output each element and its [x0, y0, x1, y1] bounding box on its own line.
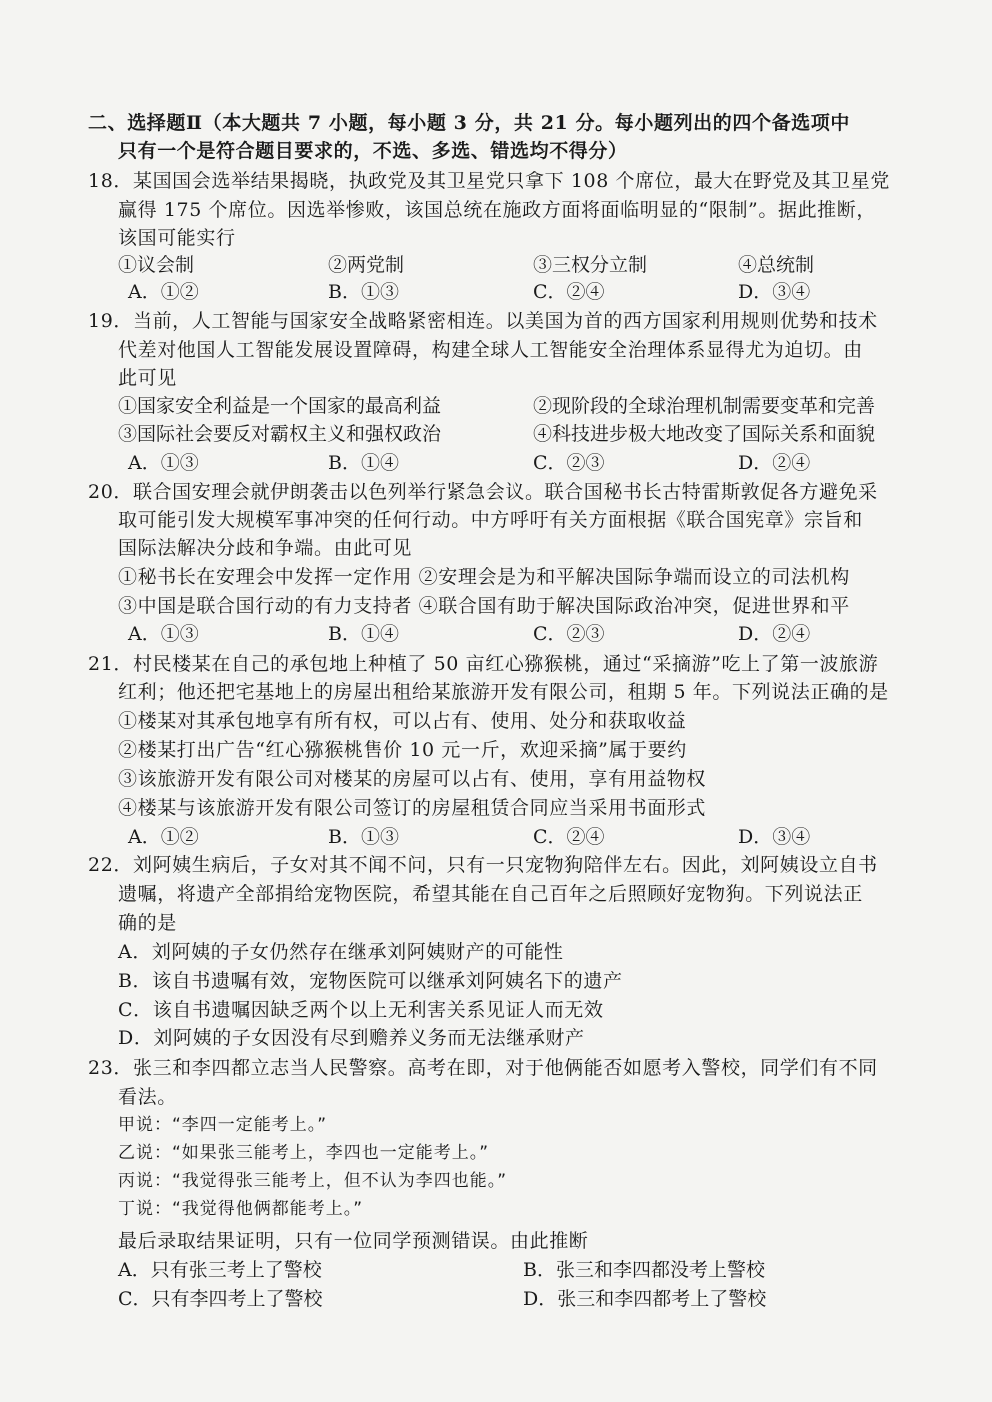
q22-choice-a: A．刘阿姨的子女仍然存在继承刘阿姨财产的可能性	[118, 941, 564, 963]
q22-stem-line1: 22．刘阿姨生病后，子女对其不闻不问，只有一只宠物狗陪伴左右。因此，刘阿姨设立自书	[88, 854, 878, 876]
q19-choice-b: B．①④	[328, 452, 399, 474]
q18-choices	[128, 279, 928, 305]
q19-item-4: ④科技进步极大地改变了国际关系和面貌	[533, 423, 876, 445]
q20-stem-line2: 取可能引发大规模军事冲突的任何行动。中方呼吁有关方面根据《联合国宪章》宗旨和	[118, 509, 863, 531]
q18-stem-line3: 该国可能实行	[118, 227, 236, 249]
q19-items-row1	[118, 393, 918, 419]
q22-stem-line3: 确的是	[118, 912, 177, 934]
q19-stem-line1: 19．当前，人工智能与国家安全战略紧密相连。以美国为首的西方国家利用规则优势和技术	[88, 310, 878, 332]
q23-statement-jia: 甲说：“李四一定能考上。”	[118, 1115, 328, 1135]
q23-statement-bing: 丙说：“我觉得张三能考上，但不认为李四也能。”	[118, 1171, 508, 1191]
q23-choices-row1	[118, 1257, 918, 1283]
q18-choice-a: A．①②	[128, 281, 199, 303]
q21-item-4: ④楼某与该旅游开发有限公司签订的房屋租赁合同应当采用书面形式	[118, 797, 707, 819]
q21-choice-d: D．③④	[738, 826, 811, 848]
q21-item-3: ③该旅游开发有限公司对楼某的房屋可以占有、使用，享有用益物权	[118, 768, 707, 790]
q19-item-2: ②现阶段的全球治理机制需要变革和完善	[533, 395, 876, 417]
q19-item-1: ①国家安全利益是一个国家的最高利益	[118, 395, 442, 417]
q23-choice-c: C．只有李四考上了警校	[118, 1288, 323, 1310]
q20-stem-line3: 国际法解决分歧和争端。由此可见	[118, 537, 413, 559]
q19-stem-line3: 此可见	[118, 367, 177, 389]
q19-choice-a: A．①③	[128, 452, 199, 474]
q20-items-row2: ③中国是联合国行动的有力支持者 ④联合国有助于解决国际政治冲突，促进世界和平	[118, 595, 850, 617]
q18-item-4: ④总统制	[738, 254, 815, 276]
q23-conclusion: 最后录取结果证明，只有一位同学预测错误。由此推断	[118, 1230, 589, 1252]
q21-choice-a: A．①②	[128, 826, 199, 848]
q18-item-1: ①议会制	[118, 254, 195, 276]
q21-stem-line1: 21．村民楼某在自己的承包地上种植了 50 亩红心猕猴桃，通过“采摘游”吃上了第一波旅游	[88, 653, 879, 675]
q20-stem-line1: 20．联合国安理会就伊朗袭击以色列举行紧急会议。联合国秘书长古特雷斯敦促各方避免采	[88, 481, 878, 503]
q21-choice-b: B．①③	[328, 826, 399, 848]
q21-stem-line2: 红利；他还把宅基地上的房屋出租给某旅游开发有限公司，租期 5 年。下列说法正确的是	[118, 681, 889, 703]
q20-choice-a: A．①③	[128, 623, 199, 645]
section-heading-line1: 二、选择题Ⅱ（本大题共 7 小题，每小题 3 分，共 21 分。每小题列出的四个备选项中	[88, 112, 850, 134]
q20-choices	[128, 621, 928, 647]
q20-choice-b: B．①④	[328, 623, 399, 645]
q19-choices	[128, 450, 928, 476]
q23-statement-ding: 丁说：“我觉得他俩都能考上。”	[118, 1199, 364, 1219]
q20-choice-d: D．②④	[738, 623, 811, 645]
q18-stem-line1: 18．某国国会选举结果揭晓，执政党及其卫星党只拿下 108 个席位，最大在野党及其卫星党	[88, 170, 890, 192]
q19-choice-d: D．②④	[738, 452, 811, 474]
q21-item-1: ①楼某对其承包地享有所有权，可以占有、使用、处分和获取收益	[118, 710, 687, 732]
q18-choice-c: C．②④	[533, 281, 605, 303]
q23-stem-line1: 23．张三和李四都立志当人民警察。高考在即，对于他俩能否如愿考入警校，同学们有不同	[88, 1057, 878, 1079]
section-heading-line2: 只有一个是符合题目要求的，不选、多选、错选均不得分）	[118, 140, 628, 162]
q20-items-row1: ①秘书长在安理会中发挥一定作用 ②安理会是为和平解决国际争端而设立的司法机构	[118, 566, 850, 588]
q23-choice-d: D．张三和李四都考上了警校	[523, 1288, 767, 1310]
q23-choices-row2	[118, 1286, 918, 1312]
q22-stem-line2: 遗嘱，将遗产全部捐给宠物医院，希望其能在自己百年之后照顾好宠物狗。下列说法正	[118, 883, 863, 905]
q22-choice-c: C．该自书遗嘱因缺乏两个以上无利害关系见证人而无效	[118, 999, 604, 1021]
q20-choice-c: C．②③	[533, 623, 605, 645]
q23-statement-yi: 乙说：“如果张三能考上，李四也一定能考上。”	[118, 1143, 490, 1163]
q22-choice-b: B．该自书遗嘱有效，宠物医院可以继承刘阿姨名下的遗产	[118, 970, 623, 992]
q18-items	[118, 252, 918, 278]
q21-item-2: ②楼某打出广告“红心猕猴桃售价 10 元一斤，欢迎采摘”属于要约	[118, 739, 687, 761]
q18-choice-b: B．①③	[328, 281, 399, 303]
q19-stem-line2: 代差对他国人工智能发展设置障碍，构建全球人工智能安全治理体系显得尤为迫切。由	[118, 339, 863, 361]
q23-choice-a: A．只有张三考上了警校	[118, 1259, 322, 1281]
q19-items-row2	[118, 421, 918, 447]
q18-choice-d: D．③④	[738, 281, 811, 303]
q22-choice-d: D．刘阿姨的子女因没有尽到赡养义务而无法继承财产	[118, 1027, 585, 1049]
q19-item-3: ③国际社会要反对霸权主义和强权政治	[118, 423, 442, 445]
q23-choice-b: B．张三和李四都没考上警校	[523, 1259, 765, 1281]
q23-stem-line2: 看法。	[118, 1086, 177, 1108]
q18-stem-line2: 赢得 175 个席位。因选举惨败，该国总统在施政方面将面临明显的“限制”。据此推断，	[118, 199, 876, 221]
q19-choice-c: C．②③	[533, 452, 605, 474]
q21-choice-c: C．②④	[533, 826, 605, 848]
q18-item-2: ②两党制	[328, 254, 405, 276]
q21-choices	[128, 824, 928, 850]
q18-item-3: ③三权分立制	[533, 254, 648, 276]
